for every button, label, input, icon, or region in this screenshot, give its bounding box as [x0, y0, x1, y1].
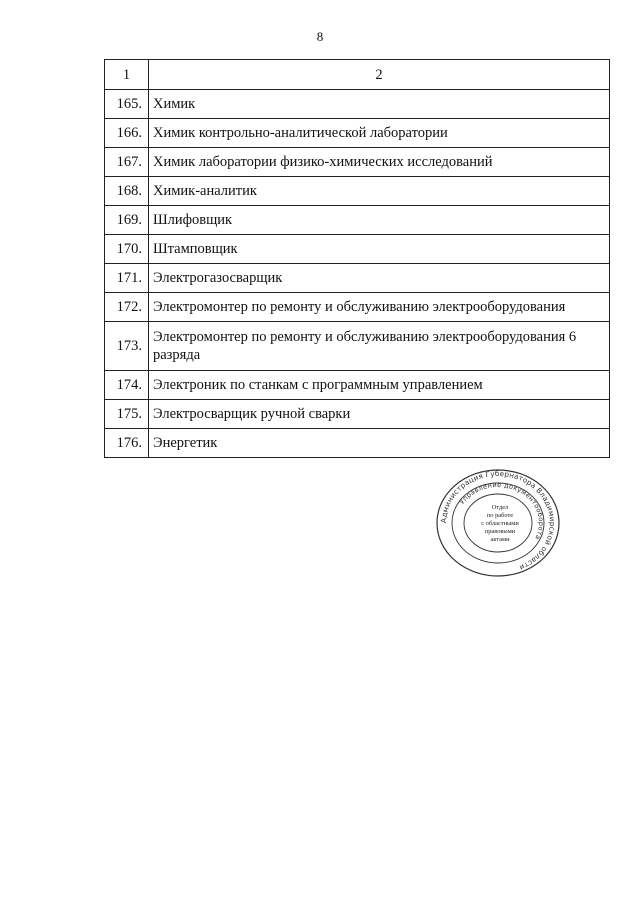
- row-text: Электросварщик ручной сварки: [149, 400, 610, 429]
- row-text: Штамповщик: [149, 235, 610, 264]
- seal-outer-text: Администрация Губернатора Владимирской области: [438, 468, 558, 573]
- row-number: 172.: [105, 293, 149, 322]
- row-text: Химик-аналитик: [149, 177, 610, 206]
- seal-center-line: Отдел: [491, 504, 509, 511]
- row-number: 174.: [105, 371, 149, 400]
- profession-table: [104, 59, 610, 458]
- seal-center-line: с областными: [481, 520, 519, 527]
- row-text: Химик контрольно-аналитической лаборатории: [149, 119, 610, 148]
- row-number: 167.: [105, 148, 149, 177]
- row-text: Электрогазосварщик: [149, 264, 610, 293]
- seal-center-line: актами: [490, 536, 510, 543]
- row-text: Электроник по станкам с программным управлением: [149, 371, 610, 400]
- header-cell-num: 1: [105, 60, 149, 90]
- seal-center-line: по работе: [486, 512, 514, 519]
- row-number: 168.: [105, 177, 149, 206]
- row-number: 175.: [105, 400, 149, 429]
- row-number: 166.: [105, 119, 149, 148]
- table-row: [105, 293, 610, 322]
- table-row: [105, 429, 610, 458]
- row-text: Электромонтер по ремонту и обслуживанию электрооборудования 6 разряда: [149, 322, 610, 371]
- row-number: 173.: [105, 322, 149, 371]
- row-number: 165.: [105, 90, 149, 119]
- table-row: [105, 206, 610, 235]
- row-text: Химик лаборатории физико-химических исследований: [149, 148, 610, 177]
- table-header-row: [105, 60, 610, 90]
- row-text: Энергетик: [149, 429, 610, 458]
- row-number: 171.: [105, 264, 149, 293]
- table-row: [105, 119, 610, 148]
- row-number: 170.: [105, 235, 149, 264]
- row-text: Шлифовщик: [149, 206, 610, 235]
- row-number: 176.: [105, 429, 149, 458]
- table-row: [105, 90, 610, 119]
- seal-center-line: правовыми: [484, 528, 516, 535]
- page-number: 8: [316, 29, 324, 44]
- table-row: [105, 177, 610, 206]
- table-row: [105, 400, 610, 429]
- row-text: Химик: [149, 90, 610, 119]
- table-row: [105, 235, 610, 264]
- table-row: [105, 371, 610, 400]
- official-seal: [434, 468, 562, 578]
- table-row: [105, 322, 610, 371]
- row-number: 169.: [105, 206, 149, 235]
- seal-inner-ring-text: Управление документооборота: [457, 480, 546, 542]
- row-text: Электромонтер по ремонту и обслуживанию электрооборудования: [149, 293, 610, 322]
- header-cell-text: 2: [149, 60, 610, 90]
- table-row: [105, 148, 610, 177]
- table-row: [105, 264, 610, 293]
